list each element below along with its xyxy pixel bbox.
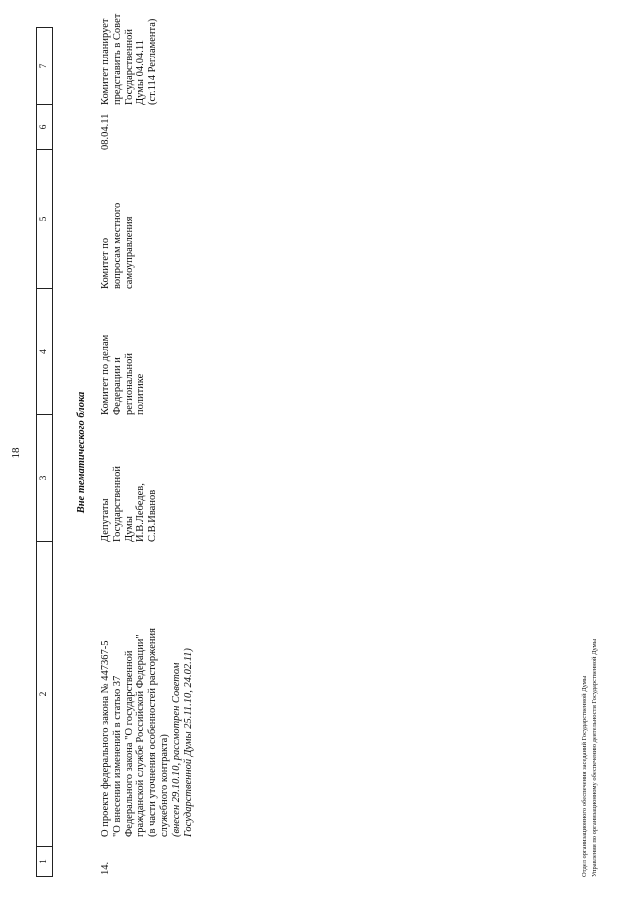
footer-department bbox=[580, 639, 600, 877]
date-cell bbox=[100, 105, 112, 150]
bill-title-line: Федерального закона "О государственной bbox=[123, 650, 135, 837]
committee-line: Комитет по делам bbox=[100, 334, 111, 415]
co-committee-line: самоуправления bbox=[123, 216, 135, 289]
column-header-1: 1 bbox=[36, 847, 52, 877]
bill-title-lines bbox=[100, 547, 171, 837]
bill-title-line: гражданской службе Российской Федерации" bbox=[135, 634, 147, 837]
column-header-2: 2 bbox=[36, 542, 52, 847]
bill-title-line: "О внесении изменений в статью 37 bbox=[111, 675, 123, 837]
section-title: Вне тематического блока bbox=[76, 391, 87, 514]
column-header-4: 4 bbox=[36, 289, 52, 415]
column-header-7: 7 bbox=[36, 27, 52, 105]
initiators-cell bbox=[100, 420, 159, 542]
column-header-5: 5 bbox=[36, 150, 52, 289]
committee-line: Федерации и bbox=[111, 357, 123, 415]
footer-line: Отдел организационного обеспечения заседаний Государственной Думы bbox=[581, 675, 588, 877]
bill-description bbox=[100, 547, 194, 837]
committee-line: политике bbox=[135, 373, 147, 415]
bill-status-lines bbox=[171, 547, 195, 837]
note-line: Государственной bbox=[123, 29, 135, 105]
co-executor-committee-cell bbox=[100, 154, 135, 289]
initiator-line: С.В.Иванов bbox=[147, 489, 159, 542]
bill-status-line: Государственной Думы 25.11.10, 24.02.11) bbox=[182, 648, 194, 837]
bill-title-line: служебного контракта) bbox=[158, 734, 170, 837]
co-committee-line: вопросам местного bbox=[111, 202, 123, 289]
initiator-line: Думы bbox=[123, 516, 135, 542]
bill-title-line: (в части уточнения особенностей расторжения bbox=[147, 627, 159, 837]
bill-title-line: О проекте федерального закона № 447367-5 bbox=[100, 640, 111, 837]
column-header-6: 6 bbox=[36, 105, 52, 150]
note-line: представить в Совет bbox=[111, 13, 123, 105]
note-cell bbox=[100, 5, 159, 105]
committee-line: региональной bbox=[123, 353, 135, 415]
row-number: 14. bbox=[100, 861, 111, 875]
initiator-line: И.В.Лебедев, bbox=[135, 483, 147, 542]
table-header-bottom-rule bbox=[52, 27, 53, 877]
note-line: Комитет планирует bbox=[100, 18, 111, 105]
responsible-committee-cell bbox=[100, 293, 147, 415]
date-line: 08.04.11 bbox=[100, 113, 111, 150]
initiator-line: Депутаты bbox=[100, 498, 111, 542]
footer-line: Управления по организационному обеспечению деятельности Государственной Думы bbox=[591, 638, 598, 877]
bill-status-line: (внесен 29.10.10, рассмотрен Советом bbox=[170, 662, 182, 837]
column-header-3: 3 bbox=[36, 415, 52, 542]
initiator-line: Государственной bbox=[111, 466, 123, 542]
page-number: 18 bbox=[10, 447, 22, 459]
note-line: (ст.114 Регламента) bbox=[147, 18, 159, 105]
note-line: Думы 04.04.11 bbox=[135, 40, 147, 105]
co-committee-line: Комитет по bbox=[100, 237, 111, 289]
